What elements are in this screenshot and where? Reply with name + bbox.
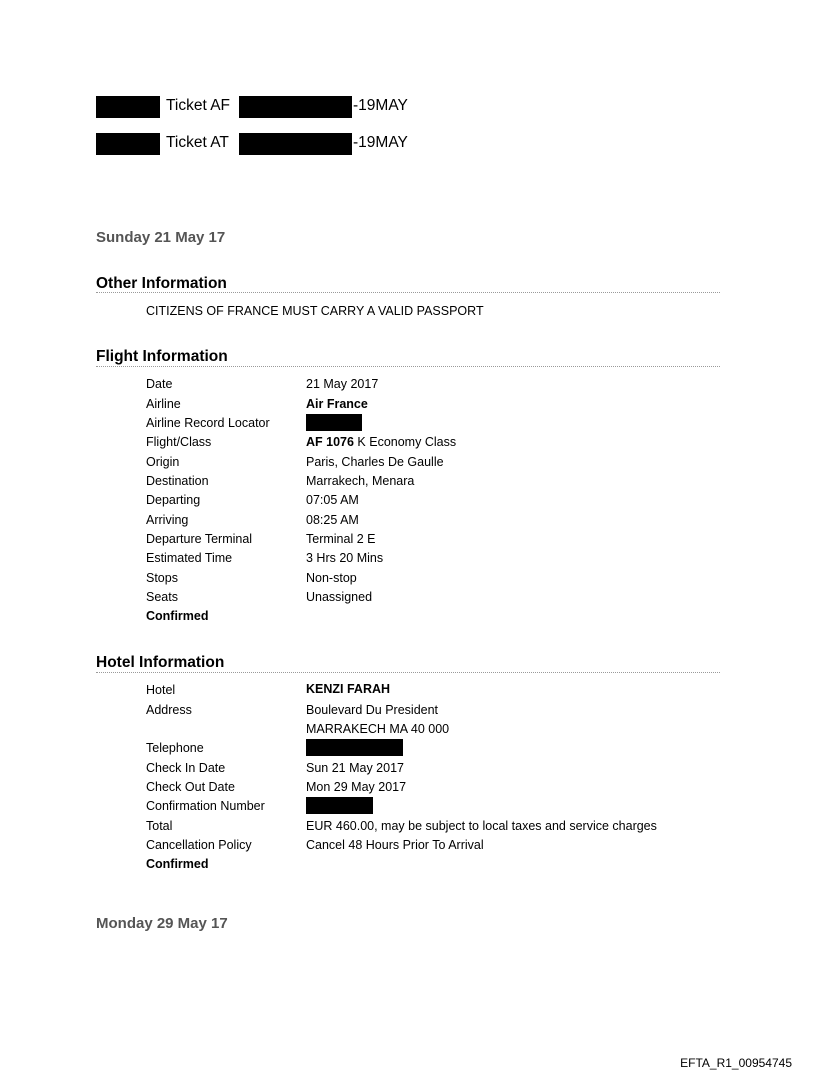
departing-value: 07:05 AM	[306, 493, 359, 507]
total-value: EUR 460.00, may be subject to local taxes and service charges	[306, 819, 657, 833]
check-in-value: Sun 21 May 2017	[306, 761, 404, 775]
departure-terminal-value: Terminal 2 E	[306, 532, 376, 546]
day-heading: Sunday 21 May 17	[96, 229, 226, 246]
cancellation-policy-label: Cancellation Policy	[146, 838, 252, 852]
destination-value: Marrakech, Menara	[306, 474, 415, 488]
redaction-block	[306, 797, 373, 814]
record-locator-label: Airline Record Locator	[146, 416, 270, 430]
cabin-class: K Economy Class	[353, 435, 457, 449]
ticket-at-date: -19MAY	[353, 134, 408, 151]
flight-date-value: 21 May 2017	[306, 377, 379, 391]
address-line-1: Boulevard Du President	[306, 703, 439, 717]
day-heading: Monday 29 May 17	[96, 915, 228, 932]
ticket-at-label: Ticket AT	[166, 134, 229, 151]
flight-status: Confirmed	[146, 609, 209, 623]
arriving-label: Arriving	[146, 513, 189, 527]
flight-date-label: Date	[146, 377, 173, 391]
flight-class-value	[306, 435, 456, 449]
flight-class-label: Flight/Class	[146, 435, 212, 449]
telephone-label: Telephone	[146, 741, 204, 755]
document-id: EFTA_R1_00954745	[680, 1056, 792, 1070]
passport-notice: CITIZENS OF FRANCE MUST CARRY A VALID PASSPORT	[146, 304, 484, 318]
redaction-block	[96, 133, 160, 155]
departure-terminal-label: Departure Terminal	[146, 532, 253, 546]
airline-value: Air France	[306, 397, 368, 411]
hotel-information-heading: Hotel Information	[96, 654, 225, 671]
flight-information-heading: Flight Information	[96, 348, 228, 365]
stops-value: Non-stop	[306, 571, 357, 585]
stops-label: Stops	[146, 571, 178, 585]
redaction-block	[96, 96, 160, 118]
section-divider	[96, 292, 720, 293]
estimated-time-label: Estimated Time	[146, 551, 233, 565]
hotel-name: KENZI FARAH	[306, 682, 391, 696]
redaction-block	[239, 133, 352, 155]
cancellation-policy-value: Cancel 48 Hours Prior To Arrival	[306, 838, 484, 852]
airline-label: Airline	[146, 397, 181, 411]
estimated-time-value: 3 Hrs 20 Mins	[306, 551, 384, 565]
section-divider	[96, 366, 720, 367]
hotel-status: Confirmed	[146, 857, 209, 871]
check-out-value: Mon 29 May 2017	[306, 780, 407, 794]
origin-label: Origin	[146, 455, 180, 469]
check-in-label: Check In Date	[146, 761, 226, 775]
origin-value: Paris, Charles De Gaulle	[306, 455, 444, 469]
redaction-block	[306, 739, 403, 756]
ticket-af-label: Ticket AF	[166, 97, 231, 114]
total-label: Total	[146, 819, 173, 833]
confirmation-number-label: Confirmation Number	[146, 799, 265, 813]
seats-value: Unassigned	[306, 590, 373, 604]
flight-number: AF 1076	[306, 435, 354, 449]
redaction-block	[239, 96, 352, 118]
ticket-af-date: -19MAY	[353, 97, 408, 114]
destination-label: Destination	[146, 474, 209, 488]
section-divider	[96, 672, 720, 673]
hotel-label: Hotel	[146, 683, 176, 697]
arriving-value: 08:25 AM	[306, 513, 359, 527]
redaction-block	[306, 414, 362, 431]
other-information-heading: Other Information	[96, 275, 227, 292]
address-label: Address	[146, 703, 192, 717]
seats-label: Seats	[146, 590, 178, 604]
address-line-2: MARRAKECH MA 40 000	[306, 722, 450, 736]
check-out-label: Check Out Date	[146, 780, 235, 794]
departing-label: Departing	[146, 493, 201, 507]
